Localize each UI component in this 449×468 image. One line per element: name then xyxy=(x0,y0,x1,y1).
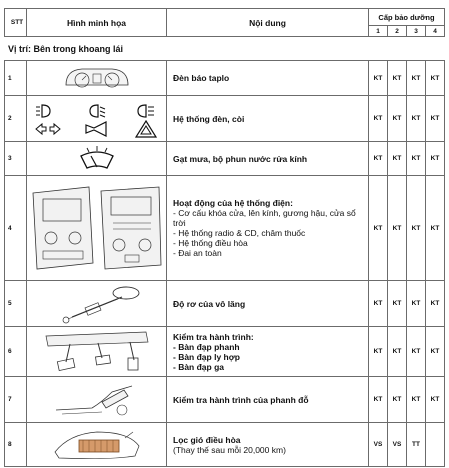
table-row xyxy=(5,142,445,176)
row-title: Kiểm tra hành trình: xyxy=(173,331,254,342)
row-level-1: KT xyxy=(369,142,388,176)
header-level-3: 3 xyxy=(407,26,426,37)
table-row xyxy=(5,96,445,142)
row-subitem: - Đai an toàn xyxy=(173,248,222,258)
header-level-title: Cấp bảo dưỡng xyxy=(369,9,445,26)
row-stt: 5 xyxy=(5,281,27,327)
row-stt: 2 xyxy=(5,96,27,142)
header-level-1: 1 xyxy=(369,26,388,37)
row-level-3: KT xyxy=(407,176,426,281)
maintenance-table xyxy=(4,60,445,467)
header-content: Nội dung xyxy=(167,9,369,37)
row-level-2: KT xyxy=(388,61,407,96)
row-level-1: KT xyxy=(369,327,388,377)
table-row xyxy=(5,327,445,377)
row-illustration xyxy=(27,176,167,281)
row-subitem: (Thay thế sau mỗi 20,000 km) xyxy=(173,444,286,455)
row-stt: 4 xyxy=(5,176,27,281)
steering-column-icon xyxy=(52,283,142,325)
center-console-icon xyxy=(29,183,165,273)
header-level-2: 2 xyxy=(388,26,407,37)
wiper-washer-icon xyxy=(77,146,117,172)
table-row xyxy=(5,423,445,467)
row-level-3: KT xyxy=(407,61,426,96)
row-stt: 8 xyxy=(5,423,27,467)
row-subitem: - Hệ thống điều hòa xyxy=(173,238,248,248)
row-title: Kiểm tra hành trình của phanh đỗ xyxy=(173,394,309,405)
row-title: Độ rơ của vô lăng xyxy=(173,298,246,309)
instrument-cluster-icon xyxy=(62,65,132,91)
row-level-2: KT xyxy=(388,142,407,176)
row-level-1: KT xyxy=(369,176,388,281)
row-subitem: - Bàn đạp phanh xyxy=(173,341,240,352)
row-level-1: KT xyxy=(369,281,388,327)
row-level-2: KT xyxy=(388,327,407,377)
row-stt: 6 xyxy=(5,327,27,377)
row-level-3: TT xyxy=(407,423,426,467)
row-level-1: KT xyxy=(369,377,388,423)
row-title: Đèn báo taplo xyxy=(173,73,230,83)
row-subitem: - Hệ thống radio & CD, châm thuốc xyxy=(173,228,306,238)
header-illustration: Hình minh họa xyxy=(27,9,167,37)
row-level-3: KT xyxy=(407,377,426,423)
row-level-2: VS xyxy=(388,423,407,467)
row-title: Hoạt động của hệ thống điện: xyxy=(173,198,293,208)
header-level-4: 4 xyxy=(426,26,445,37)
header-table xyxy=(4,8,445,37)
row-stt: 1 xyxy=(5,61,27,96)
header-stt: STT xyxy=(5,9,27,37)
row-title: Gạt mưa, bộ phun nước rửa kính xyxy=(173,153,308,164)
table-row xyxy=(5,176,445,281)
row-level-2: KT xyxy=(388,96,407,142)
table-row xyxy=(5,61,445,96)
row-illustration xyxy=(27,61,167,96)
row-level-2: KT xyxy=(388,281,407,327)
pedals-icon xyxy=(42,330,152,374)
row-illustration xyxy=(27,327,167,377)
row-level-1: VS xyxy=(369,423,388,467)
row-level-4: KT xyxy=(426,96,445,142)
row-level-3: KT xyxy=(407,327,426,377)
table-row xyxy=(5,281,445,327)
location-label: Vị trí: Bên trong khoang lái xyxy=(8,44,124,54)
row-level-4 xyxy=(426,423,445,467)
row-level-1: KT xyxy=(369,96,388,142)
row-illustration xyxy=(27,96,167,142)
row-level-3: KT xyxy=(407,96,426,142)
row-level-2: KT xyxy=(388,377,407,423)
lights-horn-icon xyxy=(34,99,160,139)
row-stt: 7 xyxy=(5,377,27,423)
row-level-3: KT xyxy=(407,142,426,176)
row-illustration xyxy=(27,142,167,176)
row-level-4: KT xyxy=(426,377,445,423)
row-illustration xyxy=(27,423,167,467)
cabin-air-filter-icon xyxy=(49,426,145,464)
row-level-4: KT xyxy=(426,142,445,176)
table-row xyxy=(5,377,445,423)
row-title: Hệ thống đèn, còi xyxy=(173,113,245,124)
row-level-4: KT xyxy=(426,327,445,377)
row-level-4: KT xyxy=(426,176,445,281)
parking-brake-icon xyxy=(52,380,142,420)
row-subitem: - Cơ cấu khóa cửa, lên kính, gương hậu, cửa sổ trời xyxy=(173,208,356,228)
row-illustration xyxy=(27,377,167,423)
row-level-4: KT xyxy=(426,281,445,327)
row-level-1: KT xyxy=(369,61,388,96)
row-subitem: - Bàn đạp ly hợp xyxy=(173,351,240,362)
row-level-4: KT xyxy=(426,61,445,96)
row-level-3: KT xyxy=(407,281,426,327)
row-subitem: - Bàn đạp ga xyxy=(173,361,225,372)
row-stt: 3 xyxy=(5,142,27,176)
row-illustration xyxy=(27,281,167,327)
row-title: Lọc gió điều hòa xyxy=(173,434,241,445)
row-level-2: KT xyxy=(388,176,407,281)
